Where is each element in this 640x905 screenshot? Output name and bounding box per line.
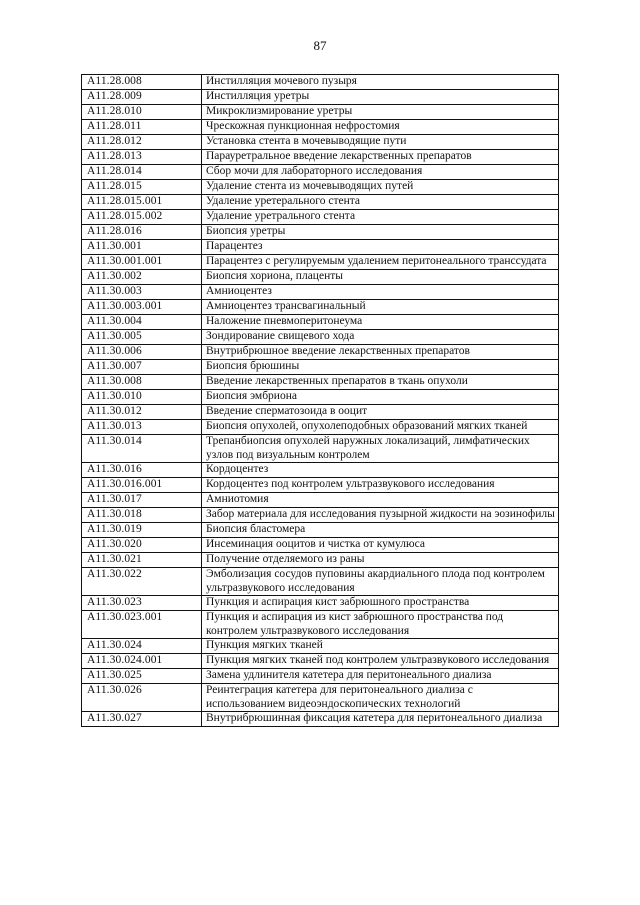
procedure-name: Замена удлинителя катетера для перитонеального диализа — [202, 669, 559, 684]
table-row — [82, 135, 559, 150]
procedure-code: A11.30.017 — [82, 493, 202, 508]
procedure-name: Наложение пневмоперитонеума — [202, 315, 559, 330]
table-row — [82, 538, 559, 553]
table-row — [82, 435, 559, 463]
procedure-name: Удаление стента из мочевыводящих путей — [202, 180, 559, 195]
procedure-code: A11.30.018 — [82, 508, 202, 523]
table-row — [82, 553, 559, 568]
table-row — [82, 120, 559, 135]
procedure-name: Сбор мочи для лабораторного исследования — [202, 165, 559, 180]
procedure-name: Получение отделяемого из раны — [202, 553, 559, 568]
procedure-code: A11.30.003 — [82, 285, 202, 300]
table-row — [82, 375, 559, 390]
procedure-name: Амниотомия — [202, 493, 559, 508]
table-row — [82, 270, 559, 285]
procedure-code: A11.30.020 — [82, 538, 202, 553]
table-row — [82, 478, 559, 493]
procedure-code: A11.30.022 — [82, 568, 202, 596]
table-row — [82, 300, 559, 315]
procedure-code: A11.28.015 — [82, 180, 202, 195]
procedure-name: Биопсия брюшины — [202, 360, 559, 375]
procedure-code: A11.30.023.001 — [82, 611, 202, 639]
procedure-code: A11.30.026 — [82, 684, 202, 712]
table-row — [82, 508, 559, 523]
procedure-code: A11.28.010 — [82, 105, 202, 120]
procedure-name: Кордоцентез — [202, 463, 559, 478]
procedure-code: A11.30.007 — [82, 360, 202, 375]
procedure-code: A11.30.001 — [82, 240, 202, 255]
procedure-code: A11.28.013 — [82, 150, 202, 165]
table-row — [82, 240, 559, 255]
procedure-name: Трепанбиопсия опухолей наружных локализаций, лимфатических узлов под визуальным контролем — [202, 435, 559, 463]
procedure-name: Эмболизация сосудов пуповины акардиального плода под контролем ультразвукового исследования — [202, 568, 559, 596]
procedure-code: A11.28.015.002 — [82, 210, 202, 225]
procedure-code: A11.30.012 — [82, 405, 202, 420]
procedure-name: Амниоцентез — [202, 285, 559, 300]
procedure-code: A11.28.011 — [82, 120, 202, 135]
procedure-name: Микроклизмирование уретры — [202, 105, 559, 120]
table-row — [82, 75, 559, 90]
table-row — [82, 712, 559, 727]
table-row — [82, 684, 559, 712]
table-row — [82, 493, 559, 508]
procedure-code: A11.30.004 — [82, 315, 202, 330]
procedure-code: A11.30.006 — [82, 345, 202, 360]
procedure-code: A11.30.013 — [82, 420, 202, 435]
table-row — [82, 180, 559, 195]
table-row — [82, 463, 559, 478]
procedure-name: Пункция и аспирация кист забрюшного пространства — [202, 596, 559, 611]
procedure-code: A11.30.019 — [82, 523, 202, 538]
procedure-name: Парацентез с регулируемым удалением перитонеального транссудата — [202, 255, 559, 270]
procedure-name: Реинтеграция катетера для перитонеального диализа с использованием видеоэндоскопических технологий — [202, 684, 559, 712]
table-row — [82, 330, 559, 345]
procedure-name: Парауретральное введение лекарственных препаратов — [202, 150, 559, 165]
procedure-name: Инсеминация ооцитов и чистка от кумулюса — [202, 538, 559, 553]
procedure-name: Инстилляция мочевого пузыря — [202, 75, 559, 90]
procedure-name: Введение сперматозоида в ооцит — [202, 405, 559, 420]
procedure-name: Удаление уретрального стента — [202, 210, 559, 225]
procedure-name: Биопсия бластомера — [202, 523, 559, 538]
procedure-name: Пункция мягких тканей под контролем ультразвукового исследования — [202, 654, 559, 669]
procedure-table — [81, 74, 559, 727]
procedure-code: A11.28.015.001 — [82, 195, 202, 210]
procedure-code: A11.30.005 — [82, 330, 202, 345]
table-row — [82, 195, 559, 210]
procedure-name: Пункция и аспирация из кист забрюшного пространства под контролем ультразвукового исследования — [202, 611, 559, 639]
procedure-code: A11.28.016 — [82, 225, 202, 240]
procedure-code: A11.30.014 — [82, 435, 202, 463]
procedure-name: Пункция мягких тканей — [202, 639, 559, 654]
table-row — [82, 210, 559, 225]
procedure-code: A11.30.021 — [82, 553, 202, 568]
table-row — [82, 405, 559, 420]
procedure-name: Забор материала для исследования пузырной жидкости на эозинофилы — [202, 508, 559, 523]
table-row — [82, 285, 559, 300]
procedure-name: Удаление уретерального стента — [202, 195, 559, 210]
procedure-code: A11.30.016.001 — [82, 478, 202, 493]
procedure-code: A11.30.025 — [82, 669, 202, 684]
table-row — [82, 315, 559, 330]
procedure-table-body — [82, 75, 559, 727]
procedure-name: Амниоцентез трансвагинальный — [202, 300, 559, 315]
table-row — [82, 669, 559, 684]
table-row — [82, 165, 559, 180]
table-row — [82, 654, 559, 669]
procedure-code: A11.28.008 — [82, 75, 202, 90]
procedure-code: A11.28.012 — [82, 135, 202, 150]
table-row — [82, 596, 559, 611]
procedure-code: A11.30.023 — [82, 596, 202, 611]
procedure-code: A11.30.024 — [82, 639, 202, 654]
table-row — [82, 255, 559, 270]
procedure-code: A11.28.009 — [82, 90, 202, 105]
table-row — [82, 390, 559, 405]
table-row — [82, 105, 559, 120]
table-row — [82, 420, 559, 435]
procedure-name: Чрескожная пункционная нефростомия — [202, 120, 559, 135]
page-number: 87 — [313, 38, 327, 53]
procedure-code: A11.30.024.001 — [82, 654, 202, 669]
table-row — [82, 225, 559, 240]
procedure-name: Введение лекарственных препаратов в ткань опухоли — [202, 375, 559, 390]
table-row — [82, 568, 559, 596]
table-row — [82, 360, 559, 375]
procedure-name: Внутрибрюшинная фиксация катетера для перитонеального диализа — [202, 712, 559, 727]
table-row — [82, 611, 559, 639]
procedure-code: A11.28.014 — [82, 165, 202, 180]
table-row — [82, 345, 559, 360]
procedure-name: Парацентез — [202, 240, 559, 255]
table-row — [82, 150, 559, 165]
procedure-code: A11.30.008 — [82, 375, 202, 390]
procedure-code: A11.30.027 — [82, 712, 202, 727]
procedure-name: Биопсия уретры — [202, 225, 559, 240]
procedure-name: Внутрибрюшное введение лекарственных препаратов — [202, 345, 559, 360]
procedure-name: Биопсия эмбриона — [202, 390, 559, 405]
procedure-name: Установка стента в мочевыводящие пути — [202, 135, 559, 150]
table-row — [82, 639, 559, 654]
table-row — [82, 523, 559, 538]
procedure-name: Кордоцентез под контролем ультразвукового исследования — [202, 478, 559, 493]
procedure-name: Зондирование свищевого хода — [202, 330, 559, 345]
procedure-name: Биопсия хориона, плаценты — [202, 270, 559, 285]
procedure-code: A11.30.003.001 — [82, 300, 202, 315]
table-row — [82, 90, 559, 105]
procedure-code: A11.30.010 — [82, 390, 202, 405]
procedure-name: Биопсия опухолей, опухолеподобных образований мягких тканей — [202, 420, 559, 435]
procedure-code: A11.30.016 — [82, 463, 202, 478]
procedure-code: A11.30.001.001 — [82, 255, 202, 270]
procedure-code: A11.30.002 — [82, 270, 202, 285]
procedure-name: Инстилляция уретры — [202, 90, 559, 105]
